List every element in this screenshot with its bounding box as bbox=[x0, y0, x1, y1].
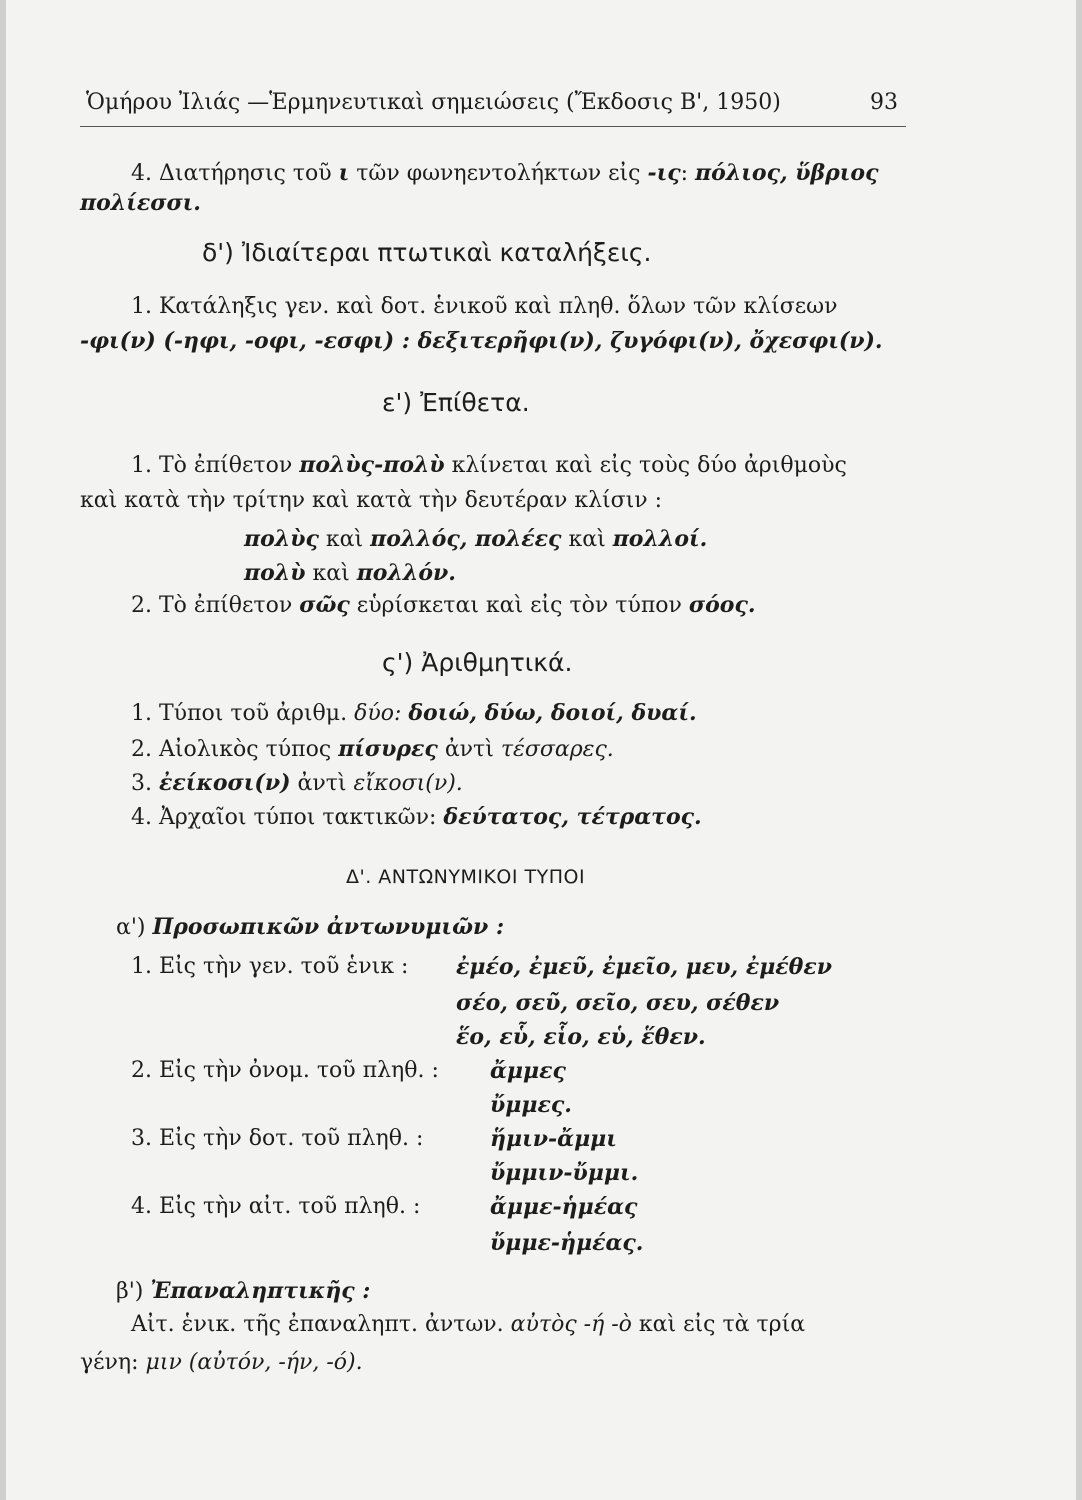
greek-form: ι bbox=[338, 160, 350, 186]
text-run: 3. bbox=[131, 771, 159, 796]
pron-row3-forms2: ὔμμιν-ὔμμι. bbox=[490, 1160, 639, 1186]
st-item4 bbox=[131, 802, 702, 833]
pron-row4-label: 4. Εἰς τὴν αἰτ. τοῦ πληθ. : bbox=[131, 1194, 421, 1219]
pron-row2-forms1: ἄμμες bbox=[490, 1058, 566, 1084]
greek-form: εἴκοσι(ν). bbox=[353, 771, 463, 796]
text-run: β') bbox=[116, 1279, 151, 1304]
greek-form: πολλόν. bbox=[356, 560, 456, 586]
page-number: 93 bbox=[870, 90, 898, 115]
pron-row1-forms1: ἐμέο, ἐμεῦ, ἐμεῖο, μευ, ἐμέθεν bbox=[456, 954, 832, 980]
iota-paragraph-cont: πολίεσσι. bbox=[80, 190, 201, 216]
greek-form: αὐτὸς -ή -ὸ bbox=[510, 1312, 632, 1337]
header-rule bbox=[80, 126, 906, 127]
section-heading-e: ε') Ἐπίθετα. bbox=[382, 388, 530, 417]
greek-form: πολλοί. bbox=[612, 526, 708, 552]
text-run: 2. Τὸ ἐπίθετον bbox=[131, 593, 300, 618]
running-header-title: Ὁμήρου Ἰλιάς —Ἑρμηνευτικαὶ σημειώσεις (Ἔκδοσις Β', 1950) bbox=[86, 90, 781, 115]
greek-form: δοιώ, δύω, δοιοί, δυαί. bbox=[408, 700, 697, 726]
greek-form: μιν (αὐτόν, -ήν, -ό). bbox=[145, 1350, 363, 1375]
text-run: τῶν φωνηεντολήκτων εἰς bbox=[349, 161, 648, 186]
text-run: 1. Τὸ ἐπίθετον bbox=[131, 453, 300, 478]
text-run: α') bbox=[116, 915, 153, 940]
greek-form: σόος. bbox=[688, 592, 756, 618]
text-run: καὶ bbox=[305, 561, 357, 586]
greek-form: πολὺ bbox=[244, 560, 306, 586]
text-run: : bbox=[680, 161, 696, 186]
st-item1 bbox=[131, 698, 697, 729]
e-forms2 bbox=[244, 558, 456, 589]
pron-row3-forms1: ἥμιν-ἄμμι bbox=[490, 1126, 617, 1152]
iota-paragraph bbox=[131, 158, 879, 189]
pron-row3-label: 3. Εἰς τὴν δοτ. τοῦ πληθ. : bbox=[131, 1126, 424, 1151]
section-heading-st: ς') Ἀριθμητικά. bbox=[382, 648, 573, 677]
e-item2 bbox=[131, 590, 756, 621]
text-run: εὑρίσκεται καὶ εἰς τὸν τύπον bbox=[349, 593, 689, 618]
subsection-b bbox=[116, 1276, 370, 1307]
greek-form: πίσυρες bbox=[338, 736, 438, 762]
greek-form: πολὺς-πολὺ bbox=[299, 452, 445, 478]
greek-form: πολὺς bbox=[244, 526, 319, 552]
text-run: 1. Τύποι τοῦ ἀριθμ. bbox=[131, 701, 355, 726]
text-run: γένη: bbox=[80, 1350, 146, 1375]
pron-row1-forms2: σέο, σεῦ, σεῖο, σευ, σέθεν bbox=[456, 990, 780, 1016]
st-item2 bbox=[131, 734, 614, 765]
text-run: καὶ bbox=[561, 527, 613, 552]
section-heading-d: δ') Ἰδιαίτεραι πτωτικαὶ καταλήξεις. bbox=[202, 238, 652, 267]
d-item1-line1: 1. Κατάληξις γεν. καὶ δοτ. ἑνικοῦ καὶ πληθ. ὅλων τῶν κλίσεων bbox=[131, 294, 838, 319]
subsection-title: Ἐπαναληπτικῆς : bbox=[150, 1278, 371, 1304]
greek-form: -ις bbox=[647, 160, 681, 186]
pron-row1-label: 1. Εἰς τὴν γεν. τοῦ ἑνικ : bbox=[131, 954, 409, 979]
greek-form: σῶς bbox=[299, 592, 350, 618]
text-run: κλίνεται καὶ εἰς τοὺς δύο ἀριθμοὺς bbox=[444, 453, 847, 478]
d-item1-line2: -φι(ν) (-ηφι, -οφι, -εσφι) : δεξιτερῆφι(ν), ζυγόφι(ν), ὄχεσφι(ν). bbox=[80, 328, 883, 354]
greek-form: πόλιος, ὕβριος bbox=[695, 160, 879, 186]
e-item1-line2: καὶ κατὰ τὴν τρίτην καὶ κατὰ τὴν δευτέραν κλίσιν : bbox=[80, 488, 663, 513]
greek-form: ἐείκοσι(ν) bbox=[158, 770, 291, 796]
part-heading: Δ'. ΑΝΤΩΝΥΜΙΚΟΙ ΤΥΠΟΙ bbox=[346, 866, 586, 888]
text-run: καὶ bbox=[318, 527, 371, 552]
st-item3 bbox=[131, 768, 463, 799]
e-forms1 bbox=[244, 524, 707, 555]
text-run: 4. Ἀρχαῖοι τύποι τακτικῶν: bbox=[131, 805, 444, 830]
subsection-title: Προσωπικῶν ἀντωνυμιῶν : bbox=[152, 914, 505, 940]
text-run: ἀντὶ bbox=[290, 771, 354, 796]
text-run: καὶ εἰς τὰ τρία bbox=[631, 1312, 806, 1337]
page-edge-right bbox=[1076, 0, 1082, 1500]
text-run: Αἰτ. ἑνικ. τῆς ἐπαναληπτ. ἀντων. bbox=[131, 1312, 511, 1337]
pron-row4-forms1: ἄμμε-ἡμέας bbox=[490, 1194, 638, 1220]
greek-form: δύο: bbox=[354, 701, 409, 726]
b-line1 bbox=[131, 1310, 805, 1340]
page-edge-left bbox=[0, 0, 6, 1500]
pron-row1-forms3: ἕο, εὗ, εἷο, εὑ, ἕθεν. bbox=[456, 1024, 706, 1050]
text-run: ἀντὶ bbox=[437, 737, 501, 762]
text-run: 4. Διατήρησις τοῦ bbox=[131, 161, 339, 186]
greek-form: δεύτατος, τέτρατος. bbox=[443, 804, 702, 830]
greek-form: τέσσαρες. bbox=[500, 737, 614, 762]
greek-form: πολλός, πολέες bbox=[370, 526, 562, 552]
pron-row2-forms2: ὔμμες. bbox=[490, 1092, 572, 1118]
pron-row2-label: 2. Εἰς τὴν ὀνομ. τοῦ πληθ. : bbox=[131, 1058, 439, 1083]
e-item1-line1 bbox=[131, 450, 847, 481]
pron-row4-forms2: ὔμμε-ἡμέας. bbox=[490, 1230, 644, 1256]
text-run: 2. Αἰολικὸς τύπος bbox=[131, 737, 339, 762]
b-line2 bbox=[80, 1348, 363, 1378]
subsection-a bbox=[116, 912, 504, 943]
